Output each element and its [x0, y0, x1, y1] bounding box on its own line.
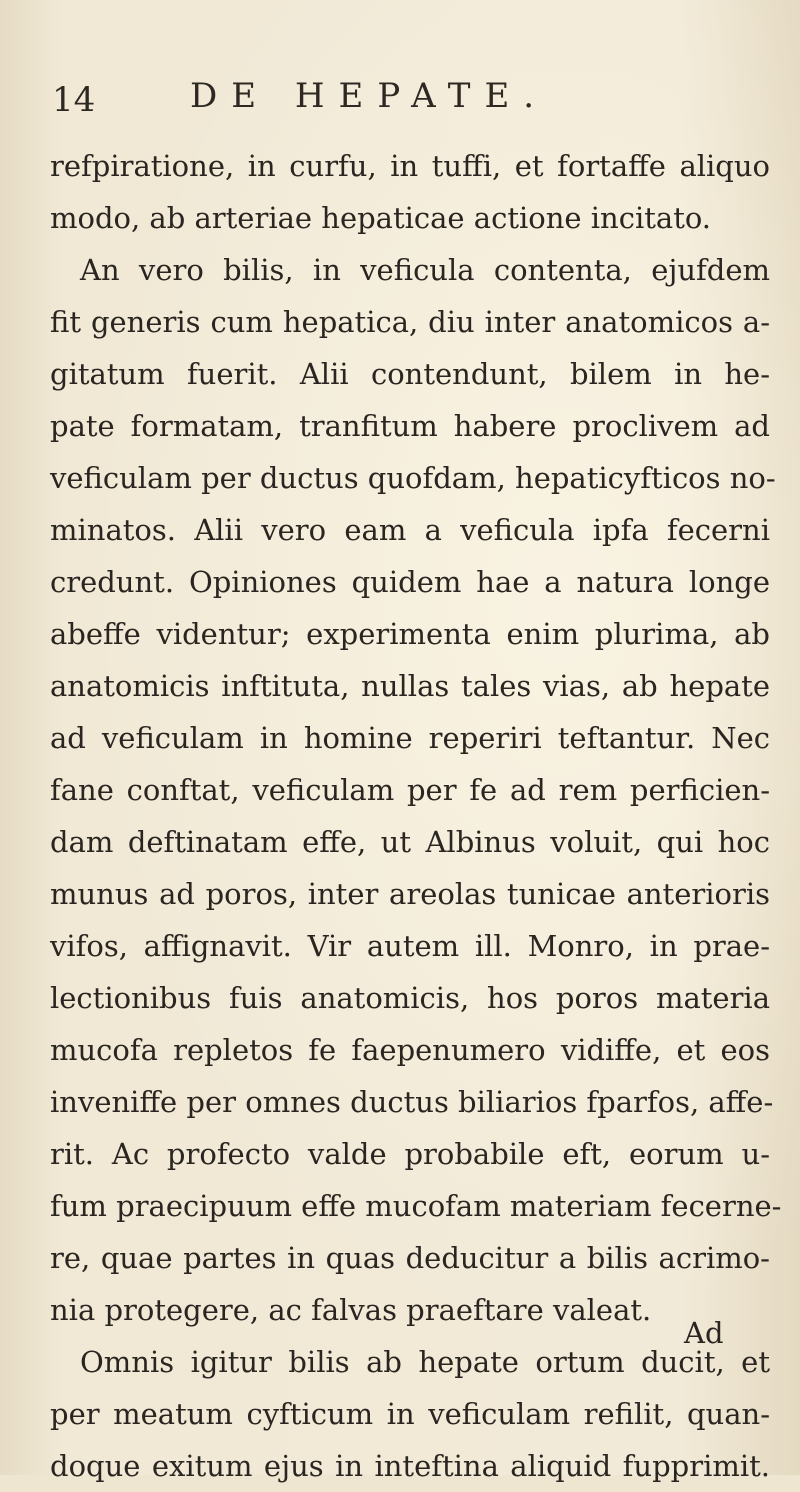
text-line: doque exitum ejus in inteftina aliquid fupprimit.: [50, 1449, 770, 1483]
text-line: mucofa repletos fe faepenumero vidiffe, et eos: [50, 1033, 770, 1067]
text-line: veficulam per ductus quofdam, hepaticyfticos no-: [50, 461, 776, 495]
text-line: An vero bilis, in veficula contenta, ejufdem: [80, 253, 770, 287]
text-line: dam deftinatam effe, ut Albinus voluit, qui hoc: [50, 825, 770, 859]
text-line: abeffe videntur; experimenta enim plurima, ab: [50, 617, 770, 651]
text-line: munus ad poros, inter areolas tunicae anterioris: [50, 877, 770, 911]
text-line: fum praecipuum effe mucofam materiam fecerne-: [50, 1189, 782, 1223]
text-line: Omnis igitur bilis ab hepate ortum ducit, et: [80, 1345, 770, 1379]
catchword: Ad: [684, 1316, 724, 1350]
text-line: refpiratione, in curfu, in tuffi, et fortaffe aliquo: [50, 149, 770, 183]
text-line: rit. Ac profecto valde probabile eft, eorum u-: [50, 1137, 770, 1171]
text-line: fit generis cum hepatica, diu inter anatomicos a-: [50, 305, 770, 339]
page-number: 14: [52, 80, 96, 120]
text-line: vifos, affignavit. Vir autem ill. Monro, in prae-: [50, 929, 770, 963]
text-line: anatomicis inftituta, nullas tales vias, ab hepate: [50, 669, 770, 703]
text-line: nia protegere, ac falvas praeftare valeat.: [50, 1293, 652, 1327]
page-header: [50, 70, 750, 120]
text-line: ad veficulam in homine reperiri teftantur. Nec: [50, 721, 770, 755]
text-line: lectionibus fuis anatomicis, hos poros materia: [50, 981, 770, 1015]
running-head: DE HEPATE.: [190, 76, 549, 116]
text-line: credunt. Opiniones quidem hae a natura longe: [50, 565, 770, 599]
text-line: per meatum cyfticum in veficulam refilit, quan-: [50, 1397, 770, 1431]
text-line: minatos. Alii vero eam a veficula ipfa fecerni: [50, 513, 770, 547]
text-line: fane conftat, veficulam per fe ad rem perficien-: [50, 773, 770, 807]
text-line: re, quae partes in quas deducitur a bilis acrimo-: [50, 1241, 770, 1275]
text-line: modo, ab arteriae hepaticae actione incitato.: [50, 201, 712, 235]
text-line: gitatum fuerit. Alii contendunt, bilem in he-: [50, 357, 770, 391]
text-line: inveniffe per omnes ductus biliarios fparfos, affe-: [50, 1085, 774, 1119]
text-line: pate formatam, tranfitum habere proclivem ad: [50, 409, 770, 443]
